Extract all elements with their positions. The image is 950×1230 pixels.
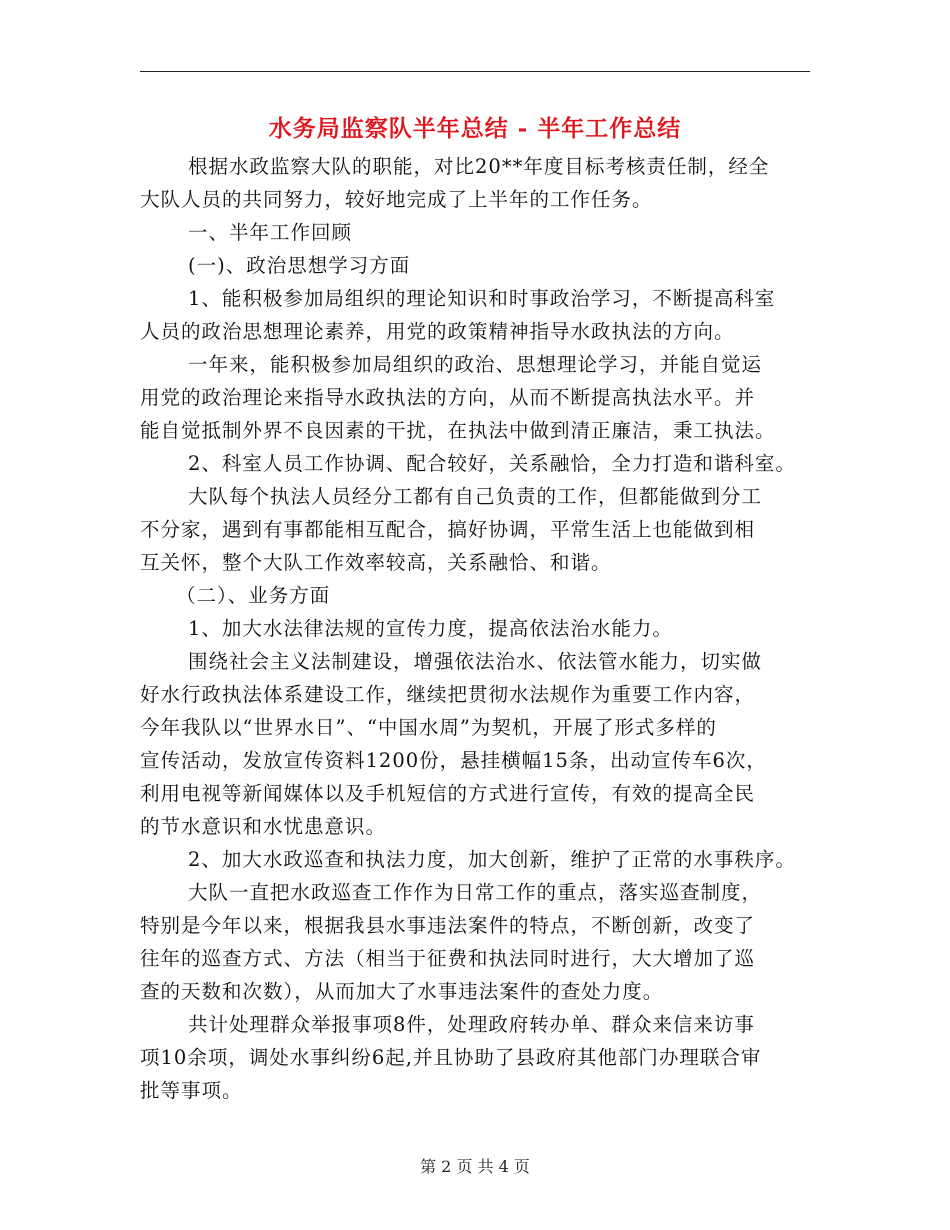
paragraph-line: 能自觉抵制外界不良因素的干扰，在执法中做到清正廉洁，秉工执法。 xyxy=(140,419,776,442)
paragraph-line: 2、科室人员工作协调、配合较好，关系融恰，全力打造和谐科室。 xyxy=(188,452,796,475)
paragraph-line: 往年的巡查方式、方法（相当于征费和执法同时进行，大大增加了巡 xyxy=(140,947,756,970)
paragraph-line: 项10余项，调处水事纠纷6起,并且协助了县政府其他部门办理联合审 xyxy=(140,1046,762,1069)
paragraph-line: 今年我队以“世界水日”、“中国水周”为契机，开展了形式多样的 xyxy=(140,716,717,739)
document-title: 水务局监察队半年总结 - 半年工作总结 xyxy=(268,115,682,142)
paragraph-line: 大队一直把水政巡查工作作为日常工作的重点，落实巡查制度， xyxy=(188,881,763,904)
page-indicator: 第 2 页 共 4 页 xyxy=(420,1157,530,1176)
paragraph-line: 共计处理群众举报事项8件，处理政府转办单、群众来信来访事 xyxy=(188,1013,755,1036)
subsection-heading: （二）、业务方面 xyxy=(176,584,331,607)
paragraph-line: 利用电视等新闻媒体以及手机短信的方式进行宣传，有效的提高全民 xyxy=(140,782,756,805)
paragraph-line: 一年来，能积极参加局组织的政治、思想理论学习，并能自觉运 xyxy=(188,353,763,376)
paragraph-line: 人员的政治思想理论素养，用党的政策精神指导水政执法的方向。 xyxy=(140,320,735,343)
section-heading: 一、半年工作回顾 xyxy=(188,221,353,244)
paragraph-line: 1、加大水法律法规的宣传力度，提高依法治水能力。 xyxy=(188,617,673,640)
paragraph-line: 互关怀，整个大队工作效率较高，关系融恰、和谐。 xyxy=(140,551,612,574)
paragraph-line: 的节水意识和水忧患意识。 xyxy=(140,815,387,838)
document-body xyxy=(140,150,820,1107)
paragraph-line: 特别是今年以来，根据我县水事违法案件的特点，不断创新，改变了 xyxy=(140,914,756,937)
paragraph-line: 用党的政治理论来指导水政执法的方向，从而不断提高执法水平。并 xyxy=(140,386,756,409)
paragraph-line: 2、加大水政巡查和执法力度，加大创新，维护了正常的水事秩序。 xyxy=(188,848,796,871)
paragraph-line: 查的天数和次数），从而加大了水事违法案件的查处力度。 xyxy=(140,980,664,1003)
paragraph-line: 大队人员的共同努力，较好地完成了上半年的工作任务。 xyxy=(140,188,653,211)
subsection-heading: (一)、政治思想学习方面 xyxy=(188,254,411,277)
paragraph-line: 根据水政监察大队的职能，对比20**年度目标考核责任制，经全 xyxy=(188,155,770,178)
paragraph-line: 好水行政执法体系建设工作，继续把贯彻水法规作为重要工作内容， xyxy=(140,683,756,706)
paragraph-line: 批等事项。 xyxy=(140,1079,243,1102)
header-rule xyxy=(140,71,810,72)
paragraph-line: 1、能积极参加局组织的理论知识和时事政治学习，不断提高科室 xyxy=(188,287,776,310)
paragraph-line: 围绕社会主义法制建设，增强依法治水、依法管水能力，切实做 xyxy=(188,650,763,673)
paragraph-line: 不分家，遇到有事都能相互配合，搞好协调，平常生活上也能做到相 xyxy=(140,518,756,541)
paragraph-line: 宣传活动，发放宣传资料1200份，悬挂横幅15条，出动宣传车6次， xyxy=(140,749,767,772)
paragraph-line: 大队每个执法人员经分工都有自己负责的工作，但都能做到分工 xyxy=(188,485,763,508)
